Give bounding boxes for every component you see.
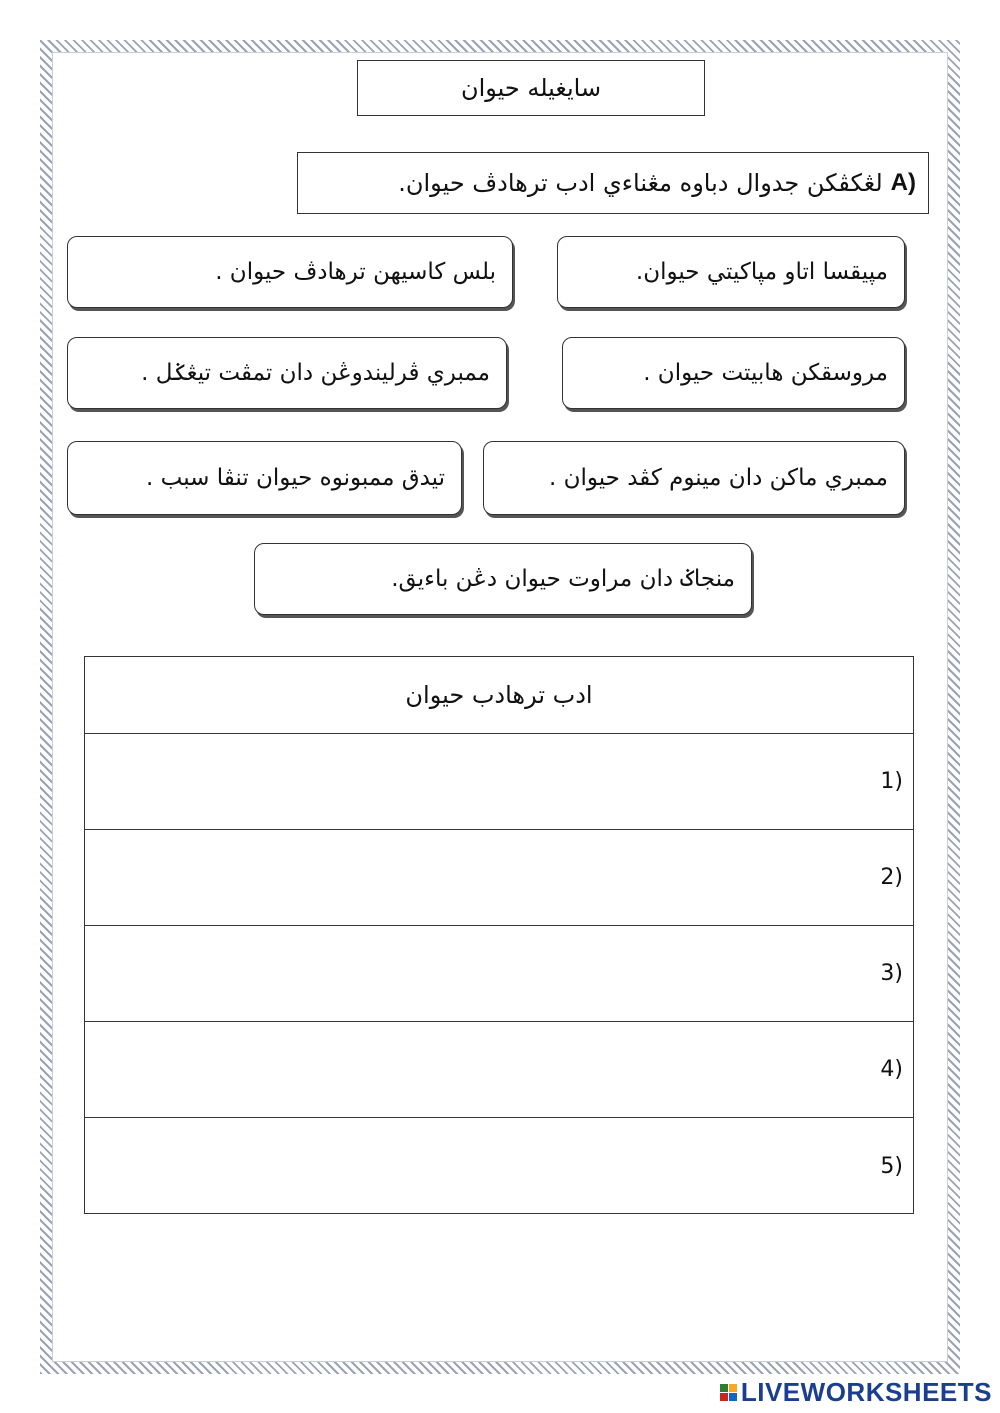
option-card[interactable] bbox=[67, 236, 513, 308]
option-text: تيدق ممبونوه حيوان تنڤا سبب . bbox=[146, 465, 445, 491]
option-text: مپيقسا اتاو مپاكيتي حيوان. bbox=[635, 259, 888, 285]
logo-square bbox=[720, 1384, 728, 1392]
option-text: ممبري ڤرليندوڠن دان تمڤت تيڠݢل . bbox=[141, 360, 490, 386]
answer-drop-row[interactable] bbox=[85, 1022, 913, 1118]
option-text: منجاݢ دان مراوت حيوان دڠن باءيق. bbox=[391, 566, 735, 592]
logo-square bbox=[720, 1393, 728, 1401]
instruction-box bbox=[297, 152, 929, 214]
footer-brand: LIVEWORKSHEETS bbox=[740, 1376, 992, 1407]
answer-drop-row[interactable] bbox=[85, 926, 913, 1022]
table-header bbox=[85, 657, 913, 734]
liveworksheets-logo-icon bbox=[720, 1384, 737, 1401]
option-text: مروسقكن هابيتت حيوان . bbox=[643, 360, 888, 386]
row-number: 4) bbox=[880, 1057, 903, 1082]
title-text: سايغيله حيوان bbox=[460, 74, 602, 102]
row-number: 2) bbox=[880, 865, 903, 890]
table-header-text: ادب ترهادب حيوان bbox=[405, 681, 593, 709]
row-number: 1) bbox=[880, 769, 903, 794]
option-card[interactable] bbox=[483, 441, 905, 515]
logo-square bbox=[729, 1393, 737, 1401]
worksheet-title bbox=[357, 60, 705, 116]
option-text: بلس كاسيهن ترهادڤ حيوان . bbox=[215, 259, 496, 285]
liveworksheets-footer bbox=[720, 1377, 992, 1407]
instruction-text: لڠكڤكن جدوال دباوه مڠناءي ادب ترهادڤ حيوان. bbox=[398, 169, 883, 197]
option-card[interactable] bbox=[67, 441, 462, 515]
option-card[interactable] bbox=[67, 337, 507, 409]
option-card[interactable] bbox=[562, 337, 905, 409]
option-card[interactable] bbox=[254, 543, 752, 615]
instruction-label: A) bbox=[890, 169, 916, 196]
answer-table bbox=[84, 656, 914, 1214]
logo-square bbox=[729, 1384, 737, 1392]
option-card[interactable] bbox=[557, 236, 905, 308]
option-text: ممبري ماكن دان مينوم كڤد حيوان . bbox=[548, 465, 888, 491]
row-number: 5) bbox=[880, 1153, 903, 1179]
row-number: 3) bbox=[880, 961, 903, 986]
answer-drop-row[interactable] bbox=[85, 1118, 913, 1214]
answer-drop-row[interactable] bbox=[85, 734, 913, 830]
answer-drop-row[interactable] bbox=[85, 830, 913, 926]
